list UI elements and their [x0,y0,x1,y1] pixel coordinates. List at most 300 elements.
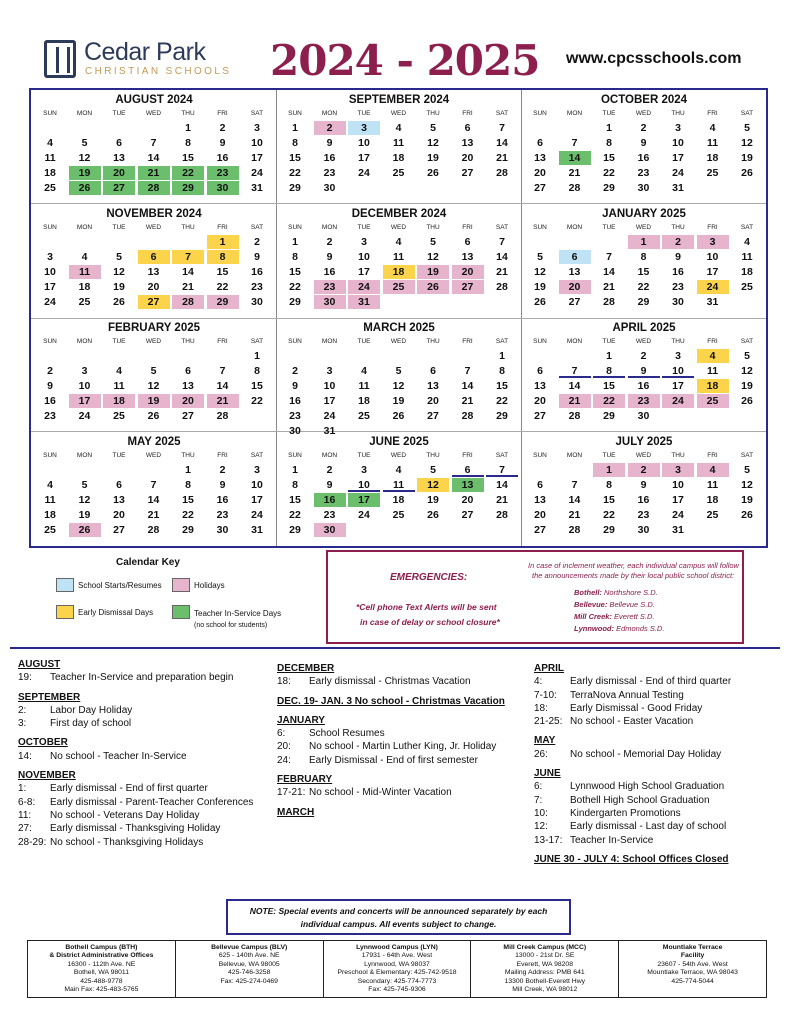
calendar-day[interactable]: 29 [496,410,508,422]
calendar-day[interactable]: 2 [254,236,260,248]
calendar-day[interactable]: 12 [427,137,439,149]
calendar-day[interactable]: 17 [323,395,336,407]
calendar-day[interactable]: 8 [606,137,612,149]
calendar-day[interactable]: 1 [185,464,191,476]
calendar-day[interactable]: 12 [417,478,449,492]
calendar-day[interactable]: 9 [675,251,681,263]
calendar-day[interactable]: 17 [358,266,370,278]
calendar-day[interactable]: 13 [534,152,546,164]
calendar-day[interactable]: 27 [461,509,474,521]
calendar-day[interactable]: 12 [392,380,405,392]
calendar-day[interactable]: 7 [606,251,612,263]
calendar-day[interactable]: 24 [662,394,694,408]
calendar-day[interactable]: 18 [706,494,719,506]
calendar-day[interactable]: 13 [452,478,484,492]
calendar-day[interactable]: 8 [185,137,191,149]
calendar-day[interactable]: 7 [486,463,518,477]
calendar-day[interactable]: 14 [603,266,615,278]
calendar-day[interactable]: 24 [358,509,370,521]
calendar-day[interactable]: 25 [706,167,719,179]
calendar-day[interactable]: 24 [251,167,263,179]
calendar-day[interactable]: 5 [395,365,402,377]
calendar-day[interactable]: 27 [138,295,170,309]
calendar-day[interactable]: 16 [216,494,229,506]
calendar-day[interactable]: 1 [185,122,191,134]
calendar-day[interactable]: 27 [534,182,546,194]
calendar-day[interactable]: 15 [216,266,229,278]
calendar-day[interactable]: 8 [640,251,647,263]
calendar-day[interactable]: 22 [172,166,204,180]
calendar-day[interactable]: 29 [289,296,301,308]
calendar-day[interactable]: 8 [292,479,298,491]
calendar-day[interactable]: 13 [534,380,546,392]
calendar-day[interactable]: 14 [147,494,160,506]
calendar-day[interactable]: 29 [637,296,650,308]
calendar-day[interactable]: 4 [116,365,122,377]
calendar-day[interactable]: 5 [744,122,750,134]
calendar-day[interactable]: 13 [113,152,125,164]
calendar-day[interactable]: 25 [392,509,405,521]
calendar-day[interactable]: 17 [706,266,719,278]
calendar-day[interactable]: 11 [69,265,101,279]
calendar-day[interactable]: 24 [44,296,56,308]
calendar-day[interactable]: 10 [672,479,684,491]
calendar-day[interactable]: 11 [706,137,719,149]
calendar-day[interactable]: 27 [452,280,484,294]
calendar-day[interactable]: 15 [603,380,615,392]
calendar-day[interactable]: 4 [47,137,53,149]
calendar-day[interactable]: 20 [534,167,546,179]
calendar-day[interactable]: 17 [69,394,101,408]
calendar-day[interactable]: 11 [113,380,125,392]
calendar-day[interactable]: 25 [697,394,729,408]
calendar-day[interactable]: 4 [47,479,53,491]
calendar-day[interactable]: 7 [150,479,157,491]
calendar-day[interactable]: 19 [69,166,101,180]
calendar-day[interactable]: 20 [172,394,204,408]
calendar-day[interactable]: 25 [383,280,415,294]
calendar-day[interactable]: 10 [706,251,719,263]
calendar-day[interactable]: 9 [640,479,647,491]
calendar-day[interactable]: 2 [662,235,694,249]
calendar-day[interactable]: 6 [537,137,543,149]
calendar-day[interactable]: 5 [430,122,436,134]
calendar-day[interactable]: 12 [741,365,753,377]
calendar-day[interactable]: 14 [461,380,474,392]
calendar-day[interactable]: 18 [103,394,135,408]
calendar-day[interactable]: 18 [706,152,719,164]
calendar-day[interactable]: 26 [427,167,439,179]
calendar-day[interactable]: 7 [571,479,578,491]
calendar-day[interactable]: 13 [568,266,581,278]
calendar-day[interactable]: 22 [251,395,263,407]
calendar-day[interactable]: 30 [323,182,336,194]
calendar-day[interactable]: 4 [697,349,729,363]
calendar-day[interactable]: 10 [323,380,336,392]
calendar-day[interactable]: 17 [672,380,684,392]
calendar-day[interactable]: 21 [568,167,581,179]
calendar-day[interactable]: 2 [640,350,647,362]
calendar-day[interactable]: 19 [534,281,546,293]
calendar-day[interactable]: 19 [427,152,439,164]
calendar-day[interactable]: 13 [147,266,160,278]
calendar-day[interactable]: 23 [323,167,336,179]
calendar-day[interactable]: 8 [292,137,298,149]
calendar-day[interactable]: 27 [534,524,546,536]
calendar-day[interactable]: 6 [185,365,191,377]
calendar-day[interactable]: 16 [637,494,650,506]
calendar-day[interactable]: 26 [392,410,405,422]
calendar-day[interactable]: 14 [568,380,581,392]
calendar-day[interactable]: 26 [113,296,125,308]
calendar-day[interactable]: 1 [606,350,612,362]
calendar-day[interactable]: 10 [662,364,694,378]
calendar-day[interactable]: 19 [113,281,125,293]
calendar-day[interactable]: 3 [47,251,53,263]
calendar-day[interactable]: 19 [741,380,753,392]
calendar-day[interactable]: 16 [637,380,650,392]
calendar-day[interactable]: 3 [81,365,88,377]
calendar-day[interactable]: 31 [348,295,380,309]
calendar-day[interactable]: 9 [254,251,260,263]
calendar-day[interactable]: 3 [254,122,260,134]
calendar-day[interactable]: 28 [138,181,170,195]
calendar-day[interactable]: 8 [593,364,625,378]
calendar-day[interactable]: 22 [496,395,508,407]
calendar-day[interactable]: 26 [534,296,546,308]
calendar-day[interactable]: 24 [672,167,684,179]
calendar-day[interactable]: 2 [326,464,333,476]
calendar-day[interactable]: 1 [606,122,612,134]
calendar-day[interactable]: 13 [182,380,194,392]
calendar-day[interactable]: 5 [430,464,436,476]
calendar-day[interactable]: 21 [603,281,615,293]
calendar-day[interactable]: 7 [464,365,471,377]
calendar-day[interactable]: 24 [697,280,729,294]
calendar-day[interactable]: 18 [392,152,405,164]
calendar-day[interactable]: 25 [44,524,56,536]
calendar-day[interactable]: 15 [251,380,263,392]
calendar-day[interactable]: 27 [113,524,125,536]
calendar-day[interactable]: 3 [361,236,367,248]
calendar-day[interactable]: 17 [251,494,263,506]
calendar-day[interactable]: 29 [603,410,615,422]
calendar-day[interactable]: 5 [150,365,157,377]
calendar-day[interactable]: 24 [251,509,263,521]
calendar-day[interactable]: 22 [289,281,301,293]
calendar-day[interactable]: 7 [571,137,578,149]
calendar-day[interactable]: 26 [741,509,753,521]
calendar-day[interactable]: 5 [744,350,750,362]
calendar-day[interactable]: 27 [103,181,135,195]
calendar-day[interactable]: 6 [138,250,170,264]
calendar-day[interactable]: 16 [672,266,684,278]
calendar-day[interactable]: 10 [672,137,684,149]
calendar-day[interactable]: 22 [637,281,650,293]
school-logo[interactable] [44,38,244,80]
calendar-day[interactable]: 17 [251,152,263,164]
calendar-day[interactable]: 2 [292,365,298,377]
calendar-day[interactable]: 16 [323,266,336,278]
calendar-day[interactable]: 5 [81,479,88,491]
calendar-day[interactable]: 15 [637,266,650,278]
calendar-day[interactable]: 6 [116,137,122,149]
calendar-day[interactable]: 10 [251,479,263,491]
calendar-day[interactable]: 17 [672,152,684,164]
calendar-day[interactable]: 14 [568,494,581,506]
calendar-day[interactable]: 26 [741,395,753,407]
calendar-day[interactable]: 28 [568,410,581,422]
calendar-day[interactable]: 10 [251,137,263,149]
calendar-day[interactable]: 21 [182,281,194,293]
calendar-day[interactable]: 15 [289,152,301,164]
calendar-day[interactable]: 9 [292,380,298,392]
calendar-day[interactable]: 13 [534,494,546,506]
calendar-day[interactable]: 22 [289,509,301,521]
calendar-day[interactable]: 12 [147,380,160,392]
calendar-day[interactable]: 6 [559,250,591,264]
calendar-day[interactable]: 20 [461,152,474,164]
calendar-day[interactable]: 31 [251,524,263,536]
calendar-day[interactable]: 30 [314,523,346,537]
calendar-day[interactable]: 30 [207,181,239,195]
calendar-day[interactable]: 14 [559,151,591,165]
calendar-day[interactable]: 2 [219,122,226,134]
calendar-day[interactable]: 21 [496,266,508,278]
calendar-day[interactable]: 18 [44,167,56,179]
calendar-day[interactable]: 25 [392,167,405,179]
calendar-day[interactable]: 28 [216,410,229,422]
calendar-day[interactable]: 22 [289,167,301,179]
calendar-day[interactable]: 25 [78,296,91,308]
calendar-day[interactable]: 17 [348,493,380,507]
calendar-day[interactable]: 3 [361,464,367,476]
calendar-day[interactable]: 19 [427,494,439,506]
calendar-day[interactable]: 17 [358,152,370,164]
calendar-day[interactable]: 23 [314,280,346,294]
calendar-day[interactable]: 23 [207,166,239,180]
calendar-day[interactable]: 9 [326,251,333,263]
calendar-day[interactable]: 12 [534,266,546,278]
calendar-day[interactable]: 29 [289,524,301,536]
calendar-day[interactable]: 12 [78,494,91,506]
calendar-day[interactable]: 3 [348,121,380,135]
calendar-day[interactable]: 23 [289,410,301,422]
calendar-day[interactable]: 6 [116,479,122,491]
calendar-day[interactable]: 31 [323,425,336,437]
calendar-day[interactable]: 19 [741,494,753,506]
calendar-day[interactable]: 31 [672,524,684,536]
calendar-day[interactable]: 29 [603,182,615,194]
calendar-day[interactable]: 20 [452,265,484,279]
calendar-day[interactable]: 16 [289,395,301,407]
calendar-day[interactable]: 27 [182,410,194,422]
calendar-day[interactable]: 4 [744,236,750,248]
calendar-day[interactable]: 14 [496,251,508,263]
calendar-day[interactable]: 14 [496,137,508,149]
calendar-day[interactable]: 13 [461,137,474,149]
calendar-day[interactable]: 7 [150,137,157,149]
calendar-day[interactable]: 12 [113,266,125,278]
calendar-day[interactable]: 15 [603,152,615,164]
calendar-day[interactable]: 20 [147,281,160,293]
calendar-day[interactable]: 23 [637,167,650,179]
calendar-day[interactable]: 2 [47,365,53,377]
calendar-day[interactable]: 28 [147,524,160,536]
calendar-day[interactable]: 3 [697,235,729,249]
calendar-day[interactable]: 10 [44,266,56,278]
calendar-day[interactable]: 9 [628,364,660,378]
calendar-day[interactable]: 8 [207,250,239,264]
calendar-day[interactable]: 25 [44,182,56,194]
calendar-day[interactable]: 5 [81,137,88,149]
calendar-day[interactable]: 4 [395,122,402,134]
calendar-day[interactable]: 19 [417,265,449,279]
calendar-day[interactable]: 19 [138,394,170,408]
calendar-day[interactable]: 4 [361,365,367,377]
calendar-day[interactable]: 20 [534,509,546,521]
calendar-day[interactable]: 3 [662,463,694,477]
calendar-day[interactable]: 27 [427,410,439,422]
calendar-day[interactable]: 15 [289,266,301,278]
calendar-day[interactable]: 5 [430,236,436,248]
calendar-day[interactable]: 23 [637,509,650,521]
calendar-day[interactable]: 21 [496,494,508,506]
calendar-day[interactable]: 11 [44,152,56,164]
calendar-day[interactable]: 18 [741,266,753,278]
calendar-day[interactable]: 15 [289,494,301,506]
calendar-day[interactable]: 30 [289,425,301,437]
calendar-day[interactable]: 14 [182,266,194,278]
calendar-day[interactable]: 9 [219,479,226,491]
calendar-day[interactable]: 21 [568,509,581,521]
calendar-day[interactable]: 11 [358,380,370,392]
calendar-day[interactable]: 28 [461,410,474,422]
calendar-day[interactable]: 18 [78,281,91,293]
calendar-day[interactable]: 7 [172,250,204,264]
calendar-day[interactable]: 9 [326,479,333,491]
calendar-day[interactable]: 2 [628,463,660,477]
calendar-day[interactable]: 1 [593,463,625,477]
calendar-day[interactable]: 16 [251,266,263,278]
calendar-day[interactable]: 12 [427,251,439,263]
calendar-day[interactable]: 11 [392,137,405,149]
calendar-day[interactable]: 23 [628,394,660,408]
calendar-day[interactable]: 4 [697,463,729,477]
calendar-day[interactable]: 8 [254,365,260,377]
calendar-day[interactable]: 4 [395,236,402,248]
calendar-day[interactable]: 24 [323,410,336,422]
website-link[interactable]: www.cpcsschools.com [566,50,742,67]
calendar-day[interactable]: 29 [207,295,239,309]
calendar-day[interactable]: 25 [358,410,370,422]
calendar-day[interactable]: 1 [292,236,298,248]
calendar-day[interactable]: 23 [216,509,229,521]
calendar-day[interactable]: 30 [314,295,346,309]
calendar-day[interactable]: 31 [251,182,263,194]
calendar-day[interactable]: 14 [496,479,508,491]
calendar-day[interactable]: 11 [383,478,415,492]
calendar-day[interactable]: 15 [182,152,194,164]
calendar-day[interactable]: 30 [637,524,650,536]
calendar-day[interactable]: 26 [417,280,449,294]
calendar-day[interactable]: 1 [292,122,298,134]
calendar-day[interactable]: 1 [292,464,298,476]
calendar-day[interactable]: 13 [113,494,125,506]
calendar-day[interactable]: 7 [559,364,591,378]
calendar-day[interactable]: 16 [323,152,336,164]
calendar-day[interactable]: 12 [741,479,753,491]
calendar-day[interactable]: 1 [207,235,239,249]
calendar-day[interactable]: 9 [640,137,647,149]
calendar-day[interactable]: 9 [219,137,226,149]
calendar-day[interactable]: 30 [251,296,263,308]
calendar-day[interactable]: 20 [427,395,439,407]
calendar-day[interactable]: 8 [292,251,298,263]
calendar-day[interactable]: 15 [182,494,194,506]
calendar-day[interactable]: 18 [358,395,370,407]
calendar-day[interactable]: 29 [289,182,301,194]
calendar-day[interactable]: 19 [78,509,91,521]
calendar-day[interactable]: 12 [78,152,91,164]
calendar-day[interactable]: 22 [603,509,615,521]
calendar-day[interactable]: 10 [348,478,380,492]
calendar-day[interactable]: 2 [326,236,333,248]
calendar-day[interactable]: 4 [395,464,402,476]
calendar-day[interactable]: 5 [537,251,543,263]
calendar-day[interactable]: 2 [219,464,226,476]
calendar-day[interactable]: 22 [603,167,615,179]
calendar-day[interactable]: 24 [358,167,370,179]
calendar-day[interactable]: 21 [461,395,474,407]
calendar-day[interactable]: 12 [741,137,753,149]
calendar-day[interactable]: 28 [603,296,615,308]
calendar-day[interactable]: 21 [559,394,591,408]
calendar-day[interactable]: 18 [44,509,56,521]
calendar-day[interactable]: 7 [499,122,505,134]
calendar-day[interactable]: 29 [603,524,615,536]
calendar-day[interactable]: 16 [44,395,56,407]
calendar-day[interactable]: 30 [637,182,650,194]
calendar-day[interactable]: 6 [464,122,471,134]
calendar-day[interactable]: 10 [358,251,370,263]
calendar-day[interactable]: 23 [44,410,56,422]
calendar-day[interactable]: 4 [81,251,88,263]
calendar-day[interactable]: 23 [323,509,336,521]
calendar-day[interactable]: 20 [113,509,125,521]
calendar-day[interactable]: 29 [182,524,194,536]
calendar-day[interactable]: 16 [216,152,229,164]
calendar-day[interactable]: 10 [358,137,370,149]
calendar-day[interactable]: 31 [672,182,684,194]
calendar-day[interactable]: 19 [741,152,753,164]
calendar-day[interactable]: 11 [741,251,753,263]
calendar-day[interactable]: 28 [568,524,581,536]
calendar-day[interactable]: 17 [44,281,56,293]
calendar-day[interactable]: 7 [499,236,505,248]
calendar-day[interactable]: 14 [147,152,160,164]
calendar-day[interactable]: 20 [103,166,135,180]
calendar-day[interactable]: 27 [461,167,474,179]
calendar-day[interactable]: 22 [216,281,229,293]
calendar-day[interactable]: 21 [138,166,170,180]
calendar-day[interactable]: 9 [47,380,53,392]
calendar-day[interactable]: 30 [637,410,650,422]
calendar-day[interactable]: 17 [672,494,684,506]
calendar-day[interactable]: 20 [559,280,591,294]
calendar-day[interactable]: 2 [314,121,346,135]
calendar-day[interactable]: 9 [326,137,333,149]
